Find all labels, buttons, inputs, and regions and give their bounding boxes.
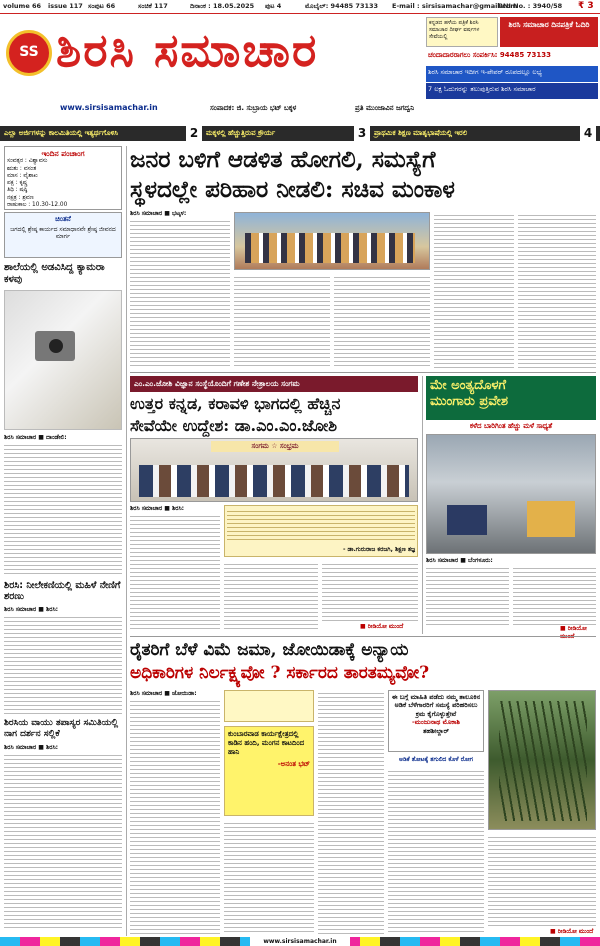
story-b-photo (130, 438, 418, 502)
index-item-1[interactable]: ಎಲ್ಲಾ ಅರ್ಜಿಗಳನ್ನು ಕಾಲಮಿತಿಯಲ್ಲಿ ಇತ್ಯರ್ಥಗೊಳಿಸಿ (4, 129, 119, 138)
story-b-kicker: ಎಂ.ಎಂ.ಜೋಶಿ ವಿಜ್ಞಾನ ಸಂಸ್ಥೆಯೊಂದಿಗೆ ಗಣೇಶ ನೇತ್ರಾಲಯ ಸಂಗಮ (130, 376, 418, 392)
story1-headline: ಶಾಲೆಯಲ್ಲಿ ಅಡವಿಸಿದ್ದ ಕ್ಯಾಮರಾ ಕಳವು (4, 262, 105, 285)
masthead-ad-1: ಕನ್ನಡದ ಹಳೆಯ ಪತ್ರಿಕೆ ಶಿರಸಿ ಸಮಾಚಾರ ದೀರ್ಘ ವರ್ಷಗಳ ಸೇವೆಯಲ್ಲಿ (426, 17, 498, 47)
story-c-subhead: ಕಳೆದ ಬಾರಿಗಿಂತ ಹೆಚ್ಚು ಮಳೆ ಸಾಧ್ಯತೆ (469, 422, 553, 430)
editor-line: ಸಂಪಾದಕ: ಜಿ. ಸುಬ್ರಾಯ ಭಟ್ ಬಕ್ಕಳ (210, 104, 297, 112)
email-label: E-mail : sirsisamachar@gmail.com (392, 2, 518, 10)
story-b-dateline: ಶಿರಸಿ ಸಮಾಚಾರ ■ ಶಿರಸಿ: (130, 505, 185, 512)
story-c-headline-2: ಮುಂಗಾರು ಪ್ರವೇಶ (430, 394, 509, 410)
story-d-photo-caption: ಅಡಿಕೆ ತೋಟಕ್ಕೆ ತಗುಲಿದ ಕೊಳೆ ರೋಗ (399, 756, 473, 763)
story-d-continued: ■ ರೀಡಿಯೋ ಮುಂದೆ (550, 928, 594, 935)
story-d-photo (488, 690, 596, 830)
panchanga-line: ಪಕ್ಷ : ಕೃಷ್ಣ (7, 180, 28, 187)
lead-photo (234, 212, 430, 270)
index-page-3: 4 (580, 126, 596, 141)
story-c-headline-1: ಮೇ ಅಂತ್ಯದೊಳಗೆ (430, 378, 506, 393)
quote-box (4, 212, 122, 258)
story-b-quote-box (224, 505, 418, 557)
quote-text: ಜಗದಲ್ಲಿ ಶ್ರೇಷ್ಠ ಕಾರ್ಯದ ಸಮಾಧಾನವೇ ಶ್ರೇಷ್ಠ ಜೀವನದ ಮಾರ್ಗ (10, 225, 116, 241)
price-label: ₹ 3 (578, 1, 594, 11)
story-d-pull2-credit: -ಅನಂತ ಭಟ್ (277, 760, 310, 769)
story3-headline: ಶಿರಸಿಯ ವಾಯು ತಪಾಸ್ಯರ ಸಮಿತಿಯಲ್ಲಿ ನಾಗ ದರ್ಶನ ಸಲ್ಲಿಕೆ (4, 718, 119, 739)
panchanga-line: ತಿಥಿ : ಷಷ್ಠಿ (7, 187, 28, 194)
story1-dateline: ಶಿರಸಿ ಸಮಾಚಾರ ■ ದಾಂಡೇಲಿ: (4, 434, 67, 441)
index-item-3[interactable]: ಪ್ರಾಥಮಿಕ ಶಿಕ್ಷಣ ಮಾತೃಭಾಷೆಯಲ್ಲಿ ಇರಲಿ (374, 129, 468, 138)
panchanga-line: ನಕ್ಷತ್ರ : ಶ್ರವಣ (7, 194, 34, 201)
story-d-pull-quote-1 (388, 690, 484, 752)
masthead-ad-title: ಶಿರಸಿ ಸಮಾಚಾರ ದಿನಪತ್ರಿಕೆ ಓದಿರಿ (500, 17, 598, 47)
story-d-pull1-text: ಈ ಬಗ್ಗೆ ಮಾಹಿತಿ ಪಡೆದು ನಮ್ಮ ತಾಲೂಕಿನ ಅಡಿಕೆ ಬೆಳೆಗಾರರಿಗೆ ಸಮಸ್ಯೆ ಪರಿಹರಿಸಲು ಕ್ರಮ ಕೈಗೊಳ್ಳುತ್ತೇವೆ (391, 693, 481, 718)
story1-photo (4, 290, 122, 430)
index-bar (0, 126, 600, 141)
panchanga-box (4, 146, 122, 210)
date-label: ದಿನಾಂಕ : 18.05.2025 (190, 2, 255, 10)
newspaper-logo: SS (6, 30, 52, 76)
lead-headline-1: ಜನರ ಬಳಿಗೆ ಆಡಳಿತ ಹೋಗಲಿ, ಸಮಸ್ಯೆಗೆ (130, 146, 436, 173)
masthead-ad-2: ಚಂದಾದಾರರಾಗಲು ಸಂಪರ್ಕಿಸಿ: 94485 73133 (428, 51, 552, 59)
masthead-ad-3: ಶಿರಸಿ ಸಮಾಚಾರ ಇದೀಗ ಇ-ಪೇಪರ್ ರೂಪದಲ್ಲೂ ಲಭ್ಯ (426, 66, 598, 82)
lead-headline-2: ಸ್ಥಳದಲ್ಲೇ ಪರಿಹಾರ ನೀಡಲಿ: ಸಚಿವ ಮಂಕಾಳ (130, 176, 455, 203)
index-page-1: 2 (186, 126, 202, 141)
story2-dateline: ಶಿರಸಿ ಸಮಾಚಾರ ■ ಶಿರಸಿ: (4, 606, 59, 613)
panchanga-line: ಸಂವತ್ಸರ : ವಿಶ್ವಾವಸು (7, 158, 48, 165)
sanchike-label: ಸಂಚಿಕೆ 117 (138, 2, 168, 10)
story-b-continued: ■ ರೀಡಿಯೋ ಮುಂದೆ (360, 623, 404, 630)
index-item-2[interactable]: ಮಕ್ಕಳಲ್ಲಿ ಹೆಚ್ಚುತ್ತಿರುವ ಕ್ರೌರ್ಯ (206, 129, 276, 138)
panchanga-line: ಮಾಸ : ವೈಶಾಖ (7, 172, 38, 179)
story-d-dateline: ಶಿರಸಿ ಸಮಾಚಾರ ■ ಜೋಯಿಡಾ: (130, 690, 197, 697)
story-b-headline-1: ಉತ್ತರ ಕನ್ನಡ, ಕರಾವಳಿ ಭಾಗದಲ್ಲಿ ಹೆಚ್ಚಿನ (130, 394, 341, 413)
website-link[interactable]: www.sirsisamachar.in (60, 103, 158, 112)
masthead-ad-4: 7 ಲಕ್ಷ ಓದುಗರನ್ನು ತಲುಪುತ್ತಿರುವ ಶಿರಸಿ ಸಮಾಚಾರ (426, 83, 598, 99)
story3-dateline: ಶಿರಸಿ ಸಮಾಚಾರ ■ ಶಿರಸಿ: (4, 744, 59, 751)
panchanga-line: ರಾಹುಕಾಲ : 10.30-12.00 (7, 201, 68, 208)
story-c-continued: ■ ರೀಡಿಯೋ (560, 625, 587, 632)
story-d-headline-1: ರೈತರಿಗೆ ಬೆಳೆ ವಿಮೆ ಜಮಾ, ಜೋಯಿಡಾಕ್ಕೆ ಅನ್ಯಾಯ (130, 640, 409, 660)
story2-headline: ಶಿರಸಿ: ನೀಲೇಕಣಿಯಲ್ಲಿ ಮಹಿಳೆ ನೇಣಿಗೆ ಶರಣು (4, 580, 121, 603)
story-d-headline-2: ಅಧಿಕಾರಿಗಳ ನಿರ್ಲಕ್ಷ್ಯವೋ ? ಸರ್ಕಾರದ ತಾರತಮ್ಯವೋ? (130, 663, 430, 683)
issue-label: issue 117 (48, 2, 83, 10)
panchanga-line: ಋತು : ವಸಂತ (7, 165, 37, 172)
panchanga-title: ಇಂದಿನ ಪಂಚಾಂಗ (41, 149, 85, 158)
story-b-banner: ಸಂಗಮ ☆ ಸಂಭ್ರಮ (211, 441, 339, 452)
pages-label: ಪುಟ 4 (265, 2, 282, 10)
story-c-head-box (426, 376, 596, 420)
rni-label: RNI No. : 3940/58 (498, 2, 563, 10)
footer-url[interactable]: www.sirsisamachar.in (250, 937, 350, 946)
story-b-quote-credit: - ಡಾ.ಗುರುರಾಜ ಕರಜಗಿ, ಶಿಕ್ಷಣ ತಜ್ಞ (342, 546, 415, 553)
story-d-filler-box (224, 690, 314, 722)
story-c-photo (426, 434, 596, 554)
mobile-label: ಮೊಬೈಲ್: 94485 73133 (305, 2, 379, 10)
story-b-headline-2: ಸೇವೆಯೇ ಉದ್ದೇಶ: ಡಾ.ಎಂ.ಎಂ.ಜೋಶಿ (130, 416, 337, 435)
tagline: ಪ್ರತಿ ಮುಂಜಾವಿನ ಜಗದ್ವನಿ (355, 104, 415, 112)
story-d-pull1-role: ತಹಶೀಲ್ದಾರ್ (422, 726, 450, 735)
index-page-2: 3 (354, 126, 370, 141)
story-c-dateline: ಶಿರಸಿ ಸಮಾಚಾರ ■ ಬೆಂಗಳೂರು: (426, 557, 493, 564)
top-info-strip (0, 0, 600, 14)
lead-dateline: ಶಿರಸಿ ಸಮಾಚಾರ ■ ಭಟ್ಕಳ: (130, 210, 187, 217)
story-d-pull-quote-2 (224, 726, 314, 816)
masthead-title: ಶಿರಸಿ ಸಮಾಚಾರ (56, 23, 319, 77)
story-d-pull2-text: ಕುಂಬಾರವಾಡ ಕಾರ್ಯಕ್ಷೇತ್ರದಲ್ಲಿ ಕಾಡಿನ ಹಂದಿ, ಮಂಗನ ಕಾಟದಿಂದ ಹಾನಿ (228, 730, 305, 757)
story-d-pull1-credit: -ಮಂಜುನಾಥ ಮೊಕಾಶಿ (412, 718, 460, 727)
samputa-label: ಸಂಪುಟ 66 (88, 2, 116, 10)
quote-title: ಚಿಂತನೆ (55, 215, 71, 223)
volume-label: volume 66 (3, 2, 42, 10)
